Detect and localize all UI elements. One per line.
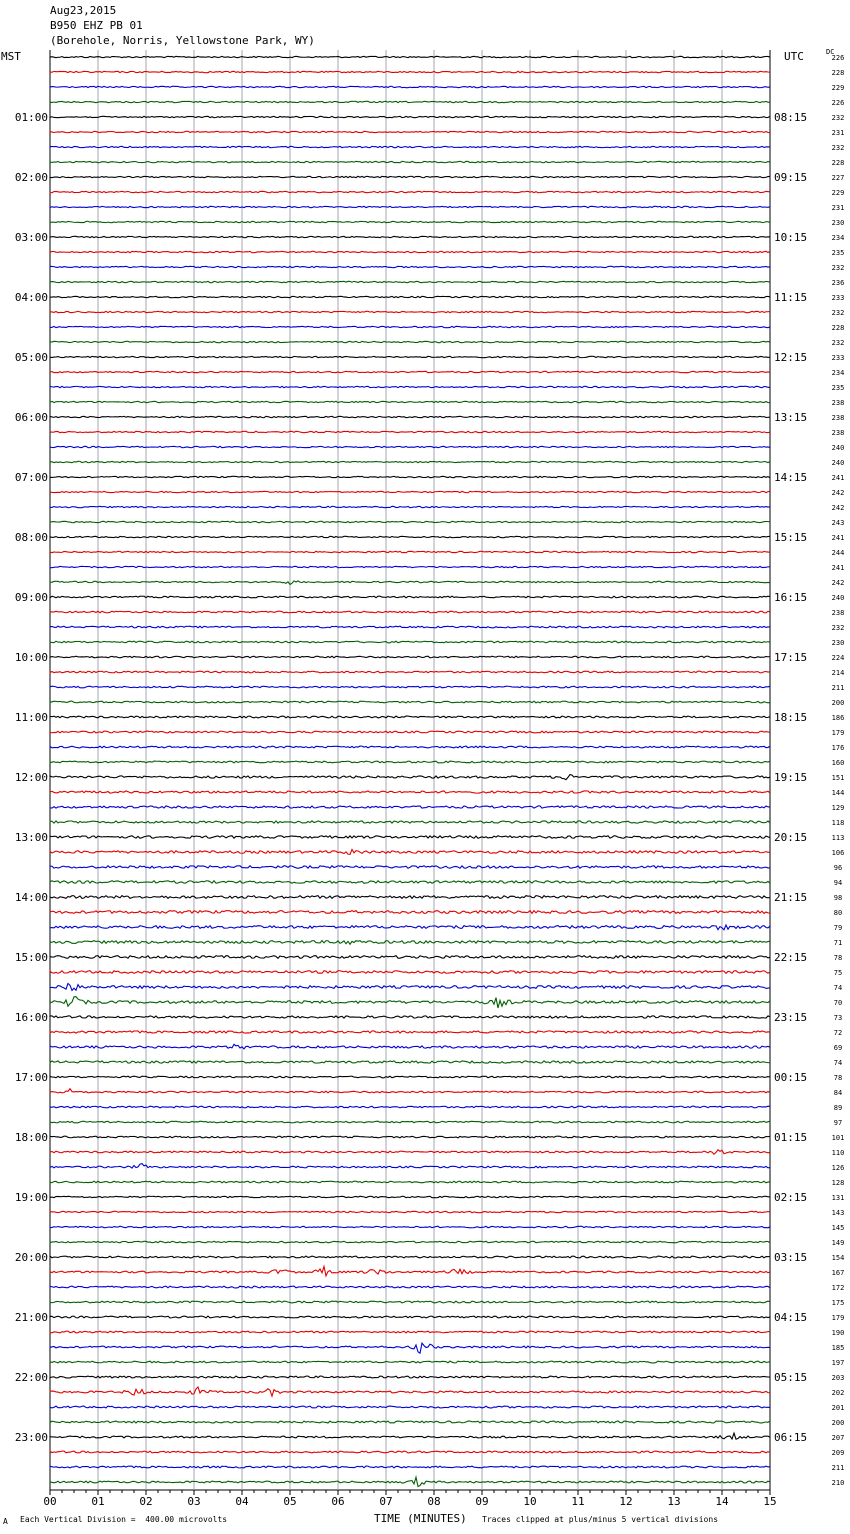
clip-note: Traces clipped at plus/minus 5 vertical divisions	[482, 1515, 719, 1524]
seismic-trace	[50, 1031, 770, 1033]
dc-offset-label: 94	[833, 879, 843, 887]
hour-label-utc: 03:15	[774, 1251, 808, 1264]
dc-offset-label: 78	[833, 954, 843, 962]
hour-label-mst: 19:00	[14, 1191, 48, 1204]
dc-offset-label: 232	[831, 624, 845, 632]
dc-offset-label: 214	[831, 669, 845, 677]
x-tick-label: 13	[667, 1495, 681, 1508]
dc-offset-heading: DC	[826, 48, 835, 56]
seismic-trace	[50, 176, 770, 177]
dc-offset-label: 176	[831, 744, 845, 752]
hour-label-utc: 14:15	[774, 471, 808, 484]
hour-label-utc: 10:15	[774, 231, 808, 244]
seismic-trace	[50, 326, 770, 327]
hour-label-mst: 16:00	[14, 1011, 48, 1024]
dc-offset-label: 229	[831, 84, 845, 92]
dc-offset-label: 244	[831, 549, 845, 557]
hour-label-utc: 09:15	[774, 171, 808, 184]
hour-label-utc: 02:15	[774, 1191, 808, 1204]
seismic-trace	[50, 596, 770, 598]
seismic-trace	[50, 296, 770, 297]
hour-label-mst: 21:00	[14, 1311, 48, 1324]
hour-label-mst: 08:00	[14, 531, 48, 544]
seismic-trace	[50, 1477, 770, 1486]
dc-offset-label: 179	[831, 729, 845, 737]
seismic-trace	[50, 1331, 770, 1333]
seismic-trace	[50, 1196, 770, 1198]
dc-offset-label: 242	[831, 504, 845, 512]
seismic-trace	[50, 896, 770, 899]
seismic-trace	[50, 925, 770, 930]
seismic-trace	[50, 536, 770, 537]
hour-label-mst: 17:00	[14, 1071, 48, 1084]
dc-offset-label: 143	[831, 1209, 845, 1217]
dc-offset-label: 202	[831, 1389, 845, 1397]
seismic-trace	[50, 506, 770, 507]
dc-offset-label: 144	[831, 789, 845, 797]
hour-label-mst: 20:00	[14, 1251, 48, 1264]
hour-label-mst: 03:00	[14, 231, 48, 244]
hour-label-utc: 19:15	[774, 771, 808, 784]
x-tick-label: 03	[187, 1495, 201, 1508]
hour-label-utc: 11:15	[774, 291, 808, 304]
seismic-trace	[50, 686, 770, 688]
dc-offset-label: 241	[831, 534, 845, 542]
seismic-trace	[50, 266, 770, 267]
seismic-trace	[50, 1433, 770, 1439]
seismic-trace	[50, 1121, 770, 1123]
hour-label-utc: 06:15	[774, 1431, 808, 1444]
vertical-division-note: Each Vertical Division = 400.00 microvolts	[20, 1515, 228, 1524]
dc-offset-label: 238	[831, 399, 845, 407]
dc-offset-label: 232	[831, 339, 845, 347]
dc-offset-label: 241	[831, 474, 845, 482]
station-location: (Borehole, Norris, Yellowstone Park, WY)	[50, 34, 315, 47]
seismic-trace	[50, 775, 770, 780]
hour-label-utc: 15:15	[774, 531, 808, 544]
dc-offset-label: 201	[831, 1404, 845, 1412]
seismic-trace	[50, 191, 770, 192]
seismic-trace	[50, 1343, 770, 1353]
dc-offset-label: 235	[831, 249, 845, 257]
seismic-trace	[50, 983, 770, 990]
dc-offset-label: 231	[831, 129, 845, 137]
dc-offset-label: 69	[833, 1044, 843, 1052]
seismic-trace	[50, 161, 770, 162]
x-tick-label: 05	[283, 1495, 297, 1508]
dc-offset-label: 224	[831, 654, 845, 662]
seismic-trace	[50, 866, 770, 869]
seismic-trace	[50, 671, 770, 673]
plot-date: Aug23,2015	[50, 4, 117, 17]
seismic-trace	[50, 731, 770, 733]
dc-offset-label: 149	[831, 1239, 845, 1247]
dc-offset-label: 232	[831, 144, 845, 152]
dc-offset-label: 179	[831, 1314, 845, 1322]
seismic-trace	[50, 146, 770, 147]
hour-label-utc: 00:15	[774, 1071, 808, 1084]
dc-offset-label: 234	[831, 234, 845, 242]
dc-offset-label: 126	[831, 1164, 845, 1172]
dc-offset-label: 233	[831, 354, 845, 362]
seismic-trace	[50, 1016, 770, 1018]
dc-offset-label: 232	[831, 114, 845, 122]
seismic-trace	[50, 386, 770, 387]
hour-label-utc: 01:15	[774, 1131, 808, 1144]
dc-offset-label: 209	[831, 1449, 845, 1457]
dc-offset-label: 243	[831, 519, 845, 527]
dc-offset-label: 78	[833, 1074, 843, 1082]
dc-offset-label: 240	[831, 444, 845, 452]
seismic-trace	[50, 656, 770, 658]
dc-offset-label: 240	[831, 594, 845, 602]
dc-offset-label: 71	[833, 939, 843, 947]
seismic-trace	[50, 341, 770, 342]
dc-offset-label: 97	[833, 1119, 843, 1127]
hour-label-utc: 20:15	[774, 831, 808, 844]
seismic-trace	[50, 971, 770, 974]
dc-offset-label: 232	[831, 264, 845, 272]
seismic-trace	[50, 461, 770, 462]
x-tick-label: 11	[571, 1495, 585, 1508]
x-tick-label: 04	[235, 1495, 249, 1508]
seismic-trace	[50, 701, 770, 703]
seismic-trace	[50, 1136, 770, 1138]
seismic-trace	[50, 1150, 770, 1154]
seismic-trace	[50, 356, 770, 357]
x-axis-title: TIME (MINUTES)	[374, 1512, 467, 1525]
seismic-trace	[50, 746, 770, 748]
seismic-trace	[50, 281, 770, 282]
dc-offset-label: 228	[831, 159, 845, 167]
dc-offset-label: 96	[833, 864, 843, 872]
x-tick-label: 08	[427, 1495, 441, 1508]
dc-offset-label: 229	[831, 189, 845, 197]
seismic-trace	[50, 1106, 770, 1108]
hour-label-mst: 06:00	[14, 411, 48, 424]
dc-offset-label: 129	[831, 804, 845, 812]
hour-label-mst: 04:00	[14, 291, 48, 304]
seismic-trace	[50, 416, 770, 417]
seismic-trace	[50, 1286, 770, 1288]
x-tick-label: 01	[91, 1495, 105, 1508]
seismic-trace	[50, 206, 770, 207]
dc-offset-label: 74	[833, 1059, 843, 1067]
hour-label-mst: 02:00	[14, 171, 48, 184]
hour-label-mst: 01:00	[14, 111, 48, 124]
seismic-trace	[50, 86, 770, 87]
dc-offset-label: 167	[831, 1269, 845, 1277]
seismic-trace	[50, 1044, 770, 1049]
hour-label-utc: 13:15	[774, 411, 808, 424]
seismic-trace	[50, 1387, 770, 1396]
scale-marker: A	[3, 1517, 8, 1526]
seismic-trace	[50, 1266, 770, 1275]
hour-label-utc: 23:15	[774, 1011, 808, 1024]
hour-label-utc: 17:15	[774, 651, 808, 664]
dc-offset-label: 75	[833, 969, 843, 977]
hour-label-mst: 12:00	[14, 771, 48, 784]
seismic-trace	[50, 1181, 770, 1183]
hour-label-mst: 15:00	[14, 951, 48, 964]
dc-offset-label: 234	[831, 369, 845, 377]
dc-offset-label: 106	[831, 849, 845, 857]
dc-offset-label: 74	[833, 984, 843, 992]
hour-label-utc: 22:15	[774, 951, 808, 964]
dc-offset-label: 227	[831, 174, 845, 182]
x-tick-label: 02	[139, 1495, 153, 1508]
seismic-trace	[50, 881, 770, 884]
dc-offset-label: 233	[831, 294, 845, 302]
dc-offset-label: 232	[831, 309, 845, 317]
seismic-trace	[50, 431, 770, 432]
seismic-trace	[50, 941, 770, 945]
hour-label-mst: 14:00	[14, 891, 48, 904]
x-tick-label: 00	[43, 1495, 57, 1508]
seismic-trace	[50, 806, 770, 808]
dc-offset-label: 72	[833, 1029, 843, 1037]
seismic-trace	[50, 1376, 770, 1378]
dc-offset-label: 89	[833, 1104, 843, 1112]
hour-label-mst: 13:00	[14, 831, 48, 844]
hour-label-mst: 10:00	[14, 651, 48, 664]
dc-offset-label: 84	[833, 1089, 843, 1097]
dc-offset-label: 235	[831, 384, 845, 392]
x-tick-label: 10	[523, 1495, 537, 1508]
seismic-trace	[50, 791, 770, 793]
seismic-trace	[50, 1164, 770, 1169]
station-code: B950 EHZ PB 01	[50, 19, 143, 32]
x-tick-label: 15	[763, 1495, 777, 1508]
dc-offset-label: 211	[831, 684, 845, 692]
dc-offset-label: 200	[831, 699, 845, 707]
seismic-trace	[50, 1316, 770, 1318]
seismic-trace	[50, 551, 770, 552]
seismic-trace	[50, 311, 770, 312]
dc-offset-label: 145	[831, 1224, 845, 1232]
seismic-trace	[50, 849, 770, 854]
seismic-trace	[50, 131, 770, 132]
seismic-trace	[50, 101, 770, 102]
dc-offset-label: 236	[831, 279, 845, 287]
dc-offset-label: 80	[833, 909, 843, 917]
dc-offset-label: 160	[831, 759, 845, 767]
seismic-trace	[50, 836, 770, 839]
dc-offset-label: 211	[831, 1464, 845, 1472]
left-timezone-label: MST	[1, 50, 21, 63]
dc-offset-label: 207	[831, 1434, 845, 1442]
seismic-trace	[50, 491, 770, 492]
x-tick-label: 06	[331, 1495, 345, 1508]
seismic-trace	[50, 566, 770, 567]
hour-label-utc: 12:15	[774, 351, 808, 364]
dc-offset-label: 241	[831, 564, 845, 572]
hour-label-utc: 16:15	[774, 591, 808, 604]
hour-label-utc: 21:15	[774, 891, 808, 904]
dc-offset-label: 226	[831, 54, 845, 62]
hour-label-mst: 09:00	[14, 591, 48, 604]
dc-offset-label: 73	[833, 1014, 843, 1022]
dc-offset-label: 238	[831, 429, 845, 437]
hour-label-mst: 22:00	[14, 1371, 48, 1384]
hour-label-mst: 05:00	[14, 351, 48, 364]
dc-offset-label: 200	[831, 1419, 845, 1427]
seismic-trace	[50, 1256, 770, 1258]
dc-offset-label: 185	[831, 1344, 845, 1352]
seismic-trace	[50, 221, 770, 222]
x-tick-label: 12	[619, 1495, 633, 1508]
hour-label-utc: 08:15	[774, 111, 808, 124]
hour-label-utc: 05:15	[774, 1371, 808, 1384]
seismic-trace	[50, 521, 770, 522]
seismic-trace	[50, 1361, 770, 1363]
seismic-trace	[50, 1226, 770, 1228]
seismic-trace	[50, 761, 770, 763]
hour-label-mst: 07:00	[14, 471, 48, 484]
dc-offset-label: 230	[831, 219, 845, 227]
dc-offset-label: 197	[831, 1359, 845, 1367]
dc-offset-label: 186	[831, 714, 845, 722]
seismic-trace	[50, 116, 770, 117]
hour-label-mst: 11:00	[14, 711, 48, 724]
seismic-trace	[50, 1061, 770, 1063]
dc-offset-label: 238	[831, 609, 845, 617]
dc-offset-label: 203	[831, 1374, 845, 1382]
seismic-trace	[50, 1301, 770, 1303]
seismic-trace	[50, 56, 770, 57]
dc-offset-label: 118	[831, 819, 845, 827]
seismic-trace	[50, 997, 770, 1008]
dc-offset-label: 228	[831, 69, 845, 77]
hour-label-utc: 04:15	[774, 1311, 808, 1324]
dc-offset-label: 98	[833, 894, 843, 902]
seismic-trace	[50, 446, 770, 447]
dc-offset-label: 226	[831, 99, 845, 107]
seismic-trace	[50, 626, 770, 628]
seismic-trace	[50, 611, 770, 613]
seismic-trace	[50, 1406, 770, 1408]
dc-offset-label: 231	[831, 204, 845, 212]
dc-offset-label: 131	[831, 1194, 845, 1202]
dc-offset-label: 172	[831, 1284, 845, 1292]
seismic-trace	[50, 1241, 770, 1243]
seismic-trace	[50, 1451, 770, 1453]
dc-offset-label: 240	[831, 459, 845, 467]
seismic-trace	[50, 476, 770, 477]
dc-offset-label: 210	[831, 1479, 845, 1487]
dc-offset-label: 113	[831, 834, 845, 842]
seismic-trace	[50, 821, 770, 823]
dc-offset-label: 238	[831, 414, 845, 422]
seismic-trace	[50, 716, 770, 718]
seismic-trace	[50, 1421, 770, 1423]
seismic-trace	[50, 641, 770, 643]
dc-offset-label: 190	[831, 1329, 845, 1337]
seismic-trace	[50, 956, 770, 959]
dc-offset-label: 79	[833, 924, 843, 932]
seismic-trace	[50, 236, 770, 237]
dc-offset-label: 110	[831, 1149, 845, 1157]
x-tick-label: 09	[475, 1495, 489, 1508]
dc-offset-label: 242	[831, 579, 845, 587]
x-tick-label: 14	[715, 1495, 729, 1508]
dc-offset-label: 175	[831, 1299, 845, 1307]
dc-offset-label: 128	[831, 1179, 845, 1187]
dc-offset-label: 151	[831, 774, 845, 782]
dc-offset-label: 101	[831, 1134, 845, 1142]
x-tick-label: 07	[379, 1495, 393, 1508]
seismic-trace	[50, 251, 770, 252]
hour-label-mst: 23:00	[14, 1431, 48, 1444]
seismic-trace	[50, 911, 770, 914]
dc-offset-label: 242	[831, 489, 845, 497]
dc-offset-label: 154	[831, 1254, 845, 1262]
right-timezone-label: UTC	[784, 50, 804, 63]
seismic-trace	[50, 581, 770, 585]
seismic-trace	[50, 1076, 770, 1078]
hour-label-mst: 18:00	[14, 1131, 48, 1144]
hour-label-utc: 18:15	[774, 711, 808, 724]
dc-offset-label: 70	[833, 999, 843, 1007]
seismic-trace	[50, 1211, 770, 1213]
dc-offset-label: 228	[831, 324, 845, 332]
dc-offset-label: 230	[831, 639, 845, 647]
seismic-trace	[50, 1089, 770, 1093]
seismic-trace	[50, 401, 770, 402]
seismic-trace	[50, 371, 770, 372]
seismic-trace	[50, 71, 770, 72]
seismic-trace	[50, 1466, 770, 1468]
